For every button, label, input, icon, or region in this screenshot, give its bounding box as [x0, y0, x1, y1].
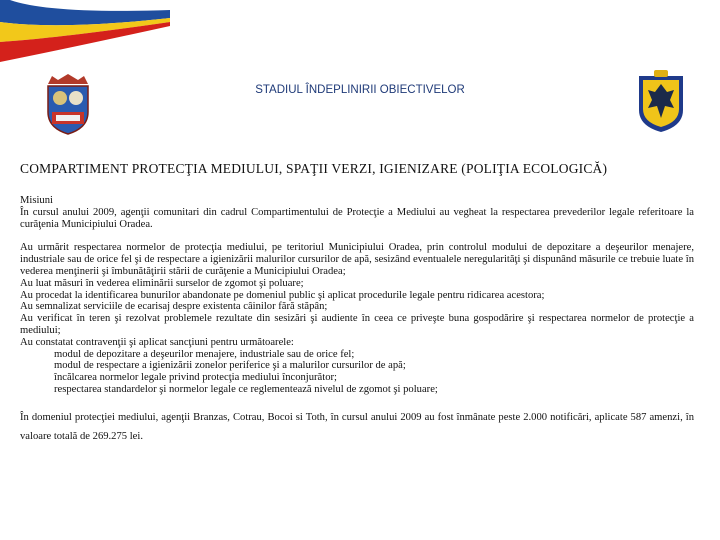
misiuni-label: Misiuni [20, 195, 53, 206]
oradea-coat-of-arms-icon [44, 72, 92, 136]
action-item: Au verificat în teren şi rezolvat problemele rezultate din sesizări şi audiente în ceea ce priveşte buna gospodărire şi respectarea normelor de protecţie a mediului; [20, 313, 694, 336]
misiuni-intro: În cursul anului 2009, agenţii comunitari din cadrul Compartimentului de Protecţie a Mediului au vegheat la respectarea prevederilor legale referitoare la curăţenia Municipiului Oradea. [20, 206, 694, 230]
violation-item: încălcarea normelor legale privind protecţia mediului înconjurător; [54, 372, 337, 384]
violation-item: modul de respectare a igienizării zonelor periferice şi a malurilor cursurilor de apă; [54, 360, 406, 372]
action-item: Au semnalizat serviciile de ecarisaj despre existenta câinilor fără stăpân; [20, 301, 328, 313]
police-crest-icon [636, 70, 686, 134]
document-body [20, 195, 694, 446]
action-item: Au luat măsuri în vederea eliminării surselor de zgomot şi poluare; [20, 277, 304, 289]
violation-item: respectarea standardelor şi normelor legale ce reglementează nivelul de zgomot şi poluare; [54, 383, 438, 395]
violation-item: modul de depozitare a deşeurilor menajere, industriale sau de orice fel; [54, 348, 355, 360]
closing-paragraph: În domeniul protecţiei mediului, agenţii Branzas, Cotrau, Bocoi si Toth, în cursul anului 2009 au fost înmânate peste 2.000 notificări, aplicate 587 amenzi, în valoare totală de 269.275 lei. [20, 411, 694, 442]
action-item: Au urmărit respectarea normelor de protecţia mediului, pe teritoriul Municipiului Oradea, prin controlul modului de depozitare a deşeurilor menajere, industriale sau de orice fel şi de respectare a igienizării malurilor cursurilor de apă, sesizând eventualele neregularităţi şi dispunând măsurile ce trebuie luate în vederea menţinerii şi îmbunătăţirii stării de curăţenie a Municipiului Oradea; [20, 242, 694, 277]
action-item: Au constatat contravenţii şi aplicat sancţiuni pentru următoarele: [20, 336, 294, 348]
action-item: Au procedat la identificarea bunurilor abandonate pe domeniul public şi aplicat procedurile legale pentru ridicarea acestora; [20, 289, 545, 301]
section-heading: COMPARTIMENT PROTECŢIA MEDIULUI, SPAŢII VERZI, IGIENIZARE (POLIŢIA ECOLOGICĂ) [20, 161, 608, 176]
slide-title: STADIUL ÎNDEPLINIRII OBIECTIVELOR [255, 84, 465, 96]
